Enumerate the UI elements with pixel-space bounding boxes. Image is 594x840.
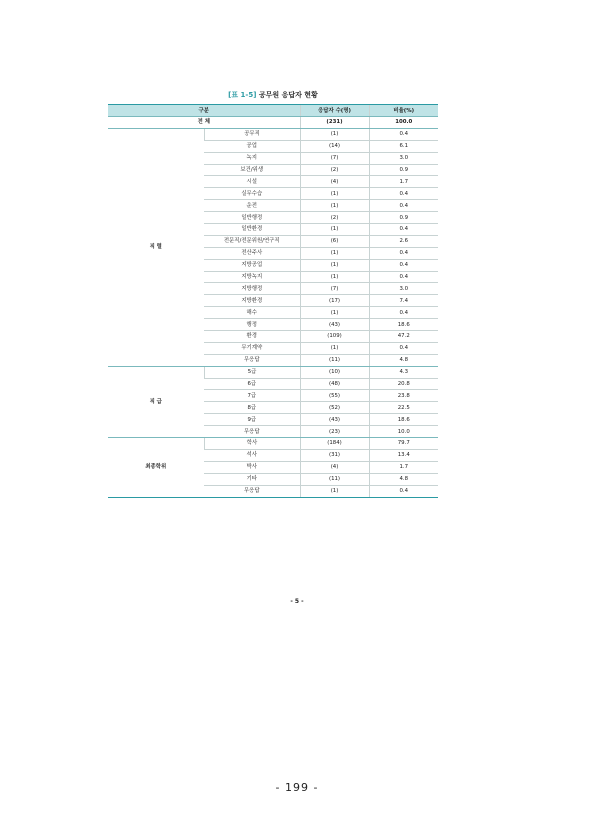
row-label: 무응답 bbox=[204, 485, 300, 497]
row-label: 일반행정 bbox=[204, 212, 300, 224]
row-label: 운전 bbox=[204, 200, 300, 212]
group-label: 직 렬 bbox=[108, 128, 204, 366]
row-count: (1) bbox=[300, 200, 369, 212]
table-caption-title: 공무원 응답자 현황 bbox=[258, 91, 318, 99]
row-ratio: 4.3 bbox=[369, 366, 438, 378]
row-count: (11) bbox=[300, 473, 369, 485]
table-caption bbox=[108, 90, 438, 100]
inner-page-number: - 5 - bbox=[290, 598, 304, 605]
row-label: 기타 bbox=[204, 473, 300, 485]
row-label: 무응답 bbox=[204, 354, 300, 366]
row-ratio: 0.4 bbox=[369, 224, 438, 236]
row-count: (2) bbox=[300, 164, 369, 176]
row-count: (11) bbox=[300, 354, 369, 366]
row-count: (23) bbox=[300, 426, 369, 438]
table-row bbox=[108, 366, 438, 378]
row-count: (43) bbox=[300, 319, 369, 331]
row-count: (10) bbox=[300, 366, 369, 378]
row-count: (1) bbox=[300, 342, 369, 354]
total-label: 전 체 bbox=[108, 117, 300, 129]
row-count: (6) bbox=[300, 235, 369, 247]
row-count: (109) bbox=[300, 331, 369, 343]
row-count: (1) bbox=[300, 259, 369, 271]
header-row bbox=[108, 105, 438, 117]
header-ratio: 비율(%) bbox=[369, 105, 438, 117]
total-row bbox=[108, 117, 438, 129]
row-count: (1) bbox=[300, 128, 369, 140]
row-label: 해수 bbox=[204, 307, 300, 319]
group-label: 최종학위 bbox=[108, 438, 204, 497]
row-label: 6급 bbox=[204, 378, 300, 390]
row-label: 전산주사 bbox=[204, 247, 300, 259]
row-label: 지방행정 bbox=[204, 283, 300, 295]
row-label: 학사 bbox=[204, 438, 300, 450]
row-ratio: 0.4 bbox=[369, 259, 438, 271]
row-ratio: 79.7 bbox=[369, 438, 438, 450]
row-label: 무응답 bbox=[204, 426, 300, 438]
row-ratio: 2.6 bbox=[369, 235, 438, 247]
row-label: 지방환경 bbox=[204, 295, 300, 307]
row-label: 실무수습 bbox=[204, 188, 300, 200]
row-ratio: 0.4 bbox=[369, 342, 438, 354]
row-label: 석사 bbox=[204, 449, 300, 461]
table-body bbox=[108, 117, 438, 498]
group-label: 직 급 bbox=[108, 366, 204, 437]
row-count: (7) bbox=[300, 283, 369, 295]
row-ratio: 13.4 bbox=[369, 449, 438, 461]
row-ratio: 0.4 bbox=[369, 128, 438, 140]
outer-page-number: - 199 - bbox=[275, 781, 319, 794]
row-ratio: 0.4 bbox=[369, 188, 438, 200]
row-ratio: 1.7 bbox=[369, 176, 438, 188]
row-ratio: 1.7 bbox=[369, 461, 438, 473]
row-ratio: 4.8 bbox=[369, 473, 438, 485]
row-ratio: 0.4 bbox=[369, 271, 438, 283]
row-count: (17) bbox=[300, 295, 369, 307]
row-ratio: 6.1 bbox=[369, 140, 438, 152]
row-count: (31) bbox=[300, 449, 369, 461]
row-count: (48) bbox=[300, 378, 369, 390]
row-count: (1) bbox=[300, 307, 369, 319]
total-ratio: 100.0 bbox=[369, 117, 438, 129]
row-label: 공업 bbox=[204, 140, 300, 152]
row-label: 전문직/전문위원/연구직 bbox=[204, 235, 300, 247]
row-ratio: 0.4 bbox=[369, 307, 438, 319]
row-ratio: 0.4 bbox=[369, 247, 438, 259]
row-label: 8급 bbox=[204, 402, 300, 414]
row-count: (1) bbox=[300, 485, 369, 497]
table-row bbox=[108, 438, 438, 450]
header-count: 응답자 수(명) bbox=[300, 105, 369, 117]
row-ratio: 4.8 bbox=[369, 354, 438, 366]
row-ratio: 23.8 bbox=[369, 390, 438, 402]
row-label: 녹지 bbox=[204, 152, 300, 164]
row-label: 시설 bbox=[204, 176, 300, 188]
row-label: 9급 bbox=[204, 414, 300, 426]
row-count: (4) bbox=[300, 176, 369, 188]
row-count: (7) bbox=[300, 152, 369, 164]
row-label: 공무직 bbox=[204, 128, 300, 140]
row-count: (184) bbox=[300, 438, 369, 450]
row-count: (1) bbox=[300, 271, 369, 283]
row-ratio: 0.9 bbox=[369, 212, 438, 224]
row-label: 행정 bbox=[204, 319, 300, 331]
row-ratio: 18.6 bbox=[369, 414, 438, 426]
row-count: (4) bbox=[300, 461, 369, 473]
row-ratio: 18.6 bbox=[369, 319, 438, 331]
row-count: (52) bbox=[300, 402, 369, 414]
row-ratio: 0.4 bbox=[369, 485, 438, 497]
row-label: 일반환경 bbox=[204, 224, 300, 236]
total-count: (231) bbox=[300, 117, 369, 129]
table-row bbox=[108, 128, 438, 140]
row-label: 5급 bbox=[204, 366, 300, 378]
row-count: (1) bbox=[300, 247, 369, 259]
row-count: (43) bbox=[300, 414, 369, 426]
row-label: 박사 bbox=[204, 461, 300, 473]
row-ratio: 47.2 bbox=[369, 331, 438, 343]
respondent-table bbox=[108, 104, 438, 498]
row-ratio: 10.0 bbox=[369, 426, 438, 438]
row-ratio: 7.4 bbox=[369, 295, 438, 307]
row-ratio: 0.9 bbox=[369, 164, 438, 176]
row-ratio: 22.5 bbox=[369, 402, 438, 414]
row-label: 7급 bbox=[204, 390, 300, 402]
row-label: 보건/위생 bbox=[204, 164, 300, 176]
row-label: 지방녹지 bbox=[204, 271, 300, 283]
row-count: (55) bbox=[300, 390, 369, 402]
table-caption-tag: [표 1-5] bbox=[228, 91, 257, 99]
row-label: 환경 bbox=[204, 331, 300, 343]
row-ratio: 3.0 bbox=[369, 283, 438, 295]
row-label: 무기계약 bbox=[204, 342, 300, 354]
row-count: (1) bbox=[300, 188, 369, 200]
row-count: (2) bbox=[300, 212, 369, 224]
row-ratio: 20.8 bbox=[369, 378, 438, 390]
row-count: (14) bbox=[300, 140, 369, 152]
row-ratio: 3.0 bbox=[369, 152, 438, 164]
row-count: (1) bbox=[300, 224, 369, 236]
row-label: 지방공업 bbox=[204, 259, 300, 271]
header-category: 구분 bbox=[108, 105, 300, 117]
row-ratio: 0.4 bbox=[369, 200, 438, 212]
